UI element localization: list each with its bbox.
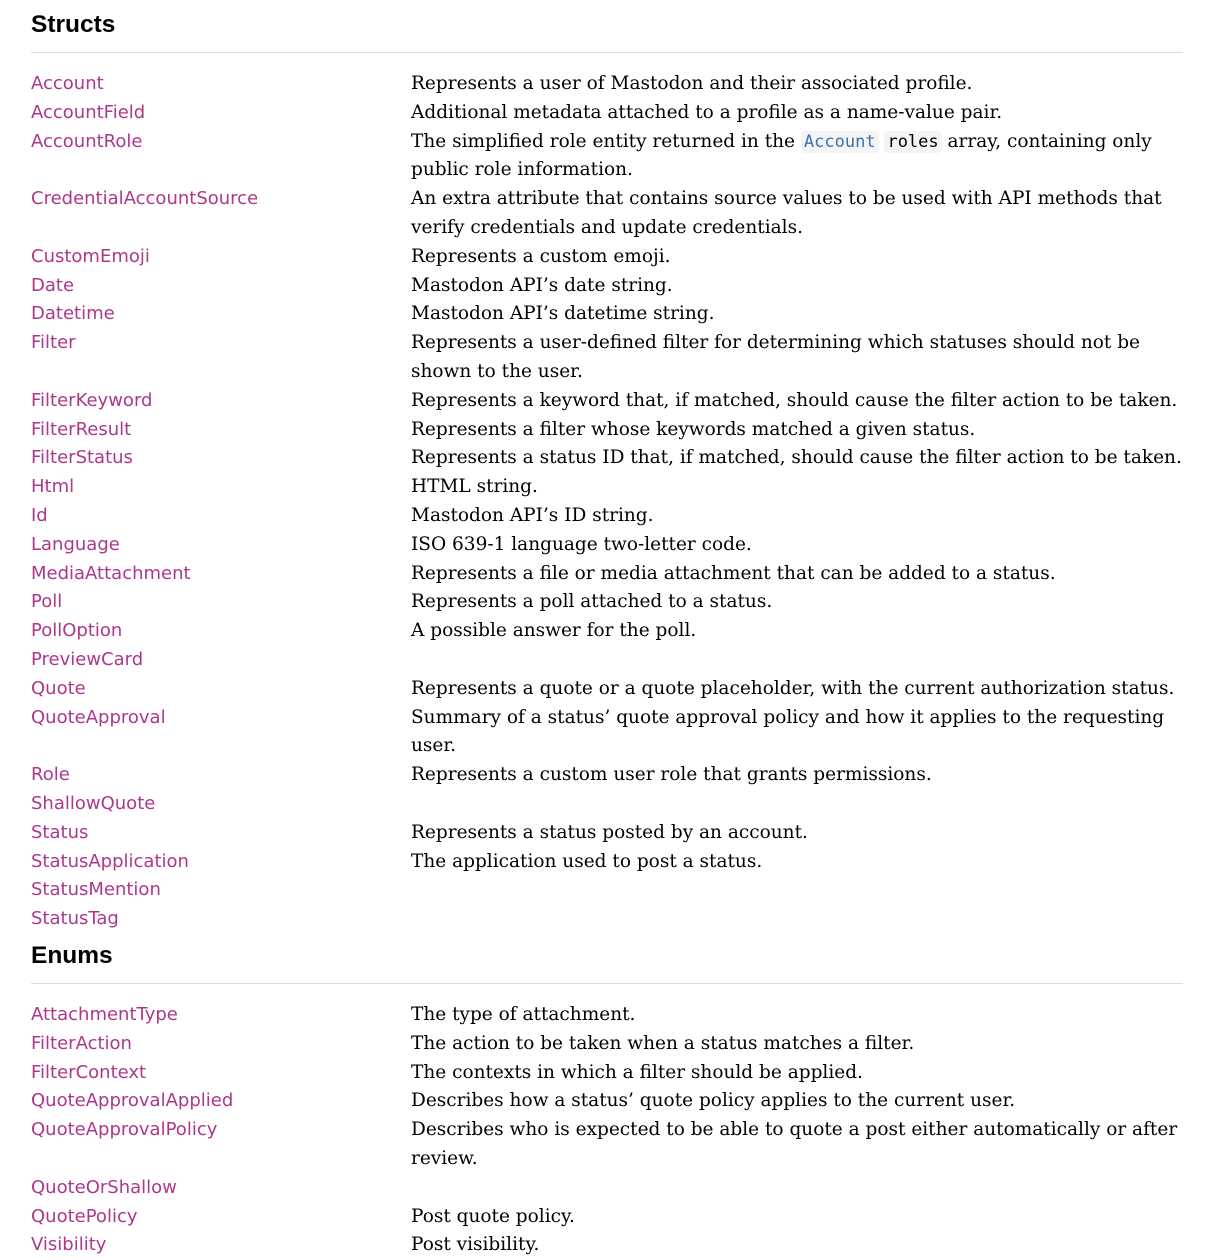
- structs-list: [31, 70, 1183, 934]
- item-link-polloption[interactable]: PollOption: [31, 620, 123, 642]
- item-link-statusmention[interactable]: StatusMention: [31, 879, 161, 901]
- item-description: [411, 790, 1183, 819]
- item-link-filterkeyword[interactable]: FilterKeyword: [31, 389, 153, 411]
- item-description: [411, 1174, 1183, 1203]
- item-link-account[interactable]: Account: [31, 73, 104, 94]
- item-link-customemoji[interactable]: CustomEmoji: [31, 245, 150, 267]
- item-link-credentialaccountsource[interactable]: CredentialAccountSource: [31, 188, 259, 210]
- item-description: Mastodon API’s ID string.: [411, 504, 654, 526]
- item-description: The application used to post a status.: [411, 850, 763, 872]
- item-description: The type of attachment.: [411, 1004, 636, 1025]
- item-description: Represents a user of Mastodon and their associated profile.: [411, 73, 973, 94]
- item-description: Represents a status ID that, if matched, should cause the filter action to be taken.: [411, 447, 1182, 469]
- item-description: Represents a custom emoji.: [411, 245, 671, 267]
- item-link-quote[interactable]: Quote: [31, 677, 86, 699]
- enums-list: [31, 1001, 1183, 1260]
- item-description: ISO 639-1 language two-letter code.: [411, 533, 752, 555]
- item-link-accountrole[interactable]: AccountRole: [31, 130, 143, 152]
- item-link-html[interactable]: Html: [31, 476, 75, 498]
- item-description: HTML string.: [411, 476, 538, 498]
- item-link-previewcard[interactable]: PreviewCard: [31, 648, 144, 670]
- item-link-quoteapprovalapplied[interactable]: QuoteApprovalApplied: [31, 1090, 234, 1112]
- item-description: Represents a filter whose keywords matched a given status.: [411, 418, 976, 440]
- item-description: Represents a status posted by an account.: [411, 821, 808, 843]
- item-link-attachmenttype[interactable]: AttachmentType: [31, 1004, 178, 1025]
- item-link-id[interactable]: Id: [31, 504, 48, 526]
- item-link-poll[interactable]: Poll: [31, 591, 63, 613]
- item-link-role[interactable]: Role: [31, 764, 70, 786]
- item-link-filteraction[interactable]: FilterAction: [31, 1032, 132, 1054]
- item-description: Post visibility.: [411, 1234, 540, 1256]
- item-description: A possible answer for the poll.: [411, 620, 697, 642]
- item-link-quoteapproval[interactable]: QuoteApproval: [31, 706, 166, 728]
- item-link-filterstatus[interactable]: FilterStatus: [31, 447, 133, 469]
- item-link-statusapplication[interactable]: StatusApplication: [31, 850, 189, 872]
- item-link-language[interactable]: Language: [31, 533, 120, 555]
- item-link-filterresult[interactable]: FilterResult: [31, 418, 132, 440]
- item-link-filter[interactable]: Filter: [31, 332, 76, 354]
- item-description: Summary of a status’ quote approval policy and how it applies to the requesting user.: [411, 706, 1165, 757]
- item-description: Mastodon API’s datetime string.: [411, 303, 715, 325]
- item-description: Post quote policy.: [411, 1205, 575, 1227]
- item-description: [411, 128, 1183, 186]
- item-description: [411, 905, 1183, 934]
- item-link-quoteapprovalpolicy[interactable]: QuoteApprovalPolicy: [31, 1119, 218, 1141]
- roles-code: roles: [884, 131, 941, 153]
- item-link-quoteorshallow[interactable]: QuoteOrShallow: [31, 1176, 177, 1198]
- item-description: Additional metadata attached to a profile as a name-value pair.: [411, 101, 1003, 123]
- item-description: Describes who is expected to be able to quote a post either automatically or after review.: [411, 1119, 1178, 1169]
- item-description: Represents a poll attached to a status.: [411, 591, 773, 613]
- item-link-quotepolicy[interactable]: QuotePolicy: [31, 1205, 138, 1227]
- item-description: [411, 646, 1183, 675]
- item-description: Describes how a status’ quote policy applies to the current user.: [411, 1090, 1016, 1112]
- item-description: The contexts in which a filter should be applied.: [411, 1061, 863, 1083]
- item-description: Mastodon API’s date string.: [411, 274, 673, 296]
- item-description: Represents a quote or a quote placeholder, with the current authorization status.: [411, 677, 1175, 699]
- item-link-date[interactable]: Date: [31, 274, 75, 296]
- item-description: Represents a custom user role that grants permissions.: [411, 764, 932, 786]
- item-link-status[interactable]: Status: [31, 821, 89, 843]
- enums-heading[interactable]: Enums: [31, 931, 1183, 984]
- item-link-datetime[interactable]: Datetime: [31, 303, 115, 325]
- item-link-filtercontext[interactable]: FilterContext: [31, 1061, 147, 1083]
- item-link-statustag[interactable]: StatusTag: [31, 908, 119, 930]
- item-description: An extra attribute that contains source values to be used with API methods that verify credentials and update credentials.: [411, 188, 1162, 238]
- description-text: array, containing only public role information.: [411, 130, 1152, 181]
- description-text: The simplified role entity returned in the: [411, 130, 796, 152]
- structs-heading[interactable]: Structs: [31, 0, 1183, 53]
- item-description: [411, 876, 1183, 905]
- item-link-accountfield[interactable]: AccountField: [31, 101, 146, 123]
- enums-section: [31, 931, 1183, 1260]
- item-link-mediaattachment[interactable]: MediaAttachment: [31, 562, 191, 584]
- item-link-visibility[interactable]: Visibility: [31, 1234, 107, 1256]
- item-description: The action to be taken when a status matches a filter.: [411, 1032, 915, 1054]
- item-description: Represents a keyword that, if matched, should cause the filter action to be taken.: [411, 389, 1178, 411]
- item-link-shallowquote[interactable]: ShallowQuote: [31, 792, 156, 814]
- item-description: Represents a user-defined filter for determining which statuses should not be shown to the user.: [411, 332, 1140, 382]
- account-code-link[interactable]: Account: [801, 131, 879, 153]
- structs-section: [31, 0, 1183, 934]
- item-description: Represents a file or media attachment that can be added to a status.: [411, 562, 1056, 584]
